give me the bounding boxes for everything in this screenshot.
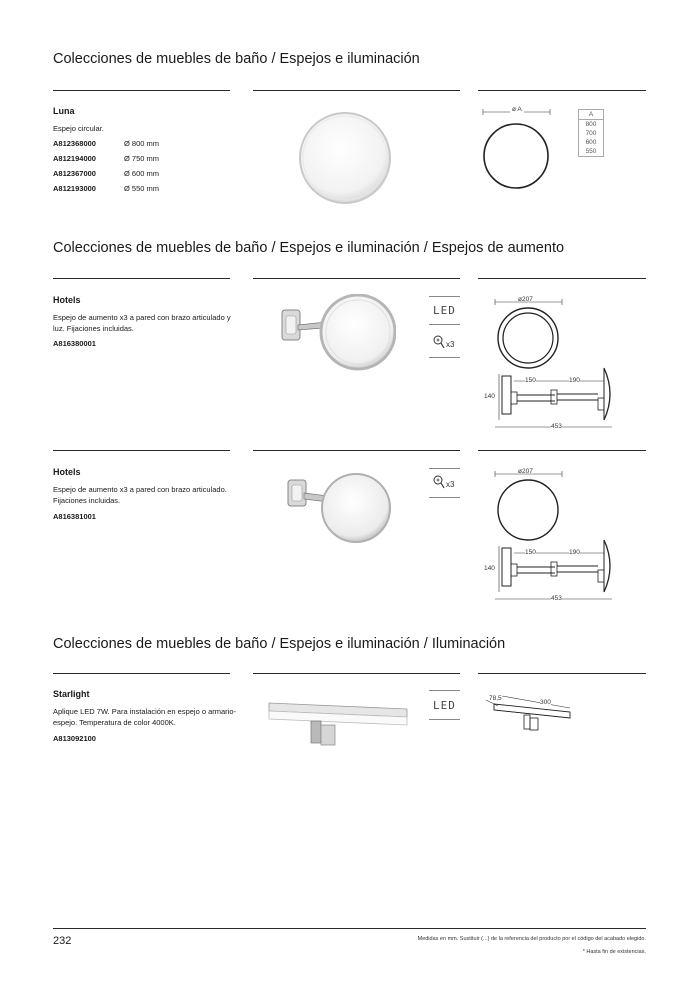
luna-dimension-table	[578, 109, 604, 157]
badge-divider	[429, 324, 460, 325]
table-cell: 700	[585, 130, 597, 137]
product-description-starlight: Aplique LED 7W. Para instalación en espejo o armario-espejo. Temperatura de color 4000K.	[53, 707, 237, 727]
divider	[53, 450, 230, 451]
divider	[478, 278, 646, 279]
reference-size: Ø 550 mm	[124, 184, 160, 193]
product-name-hotels: Hotels	[53, 467, 81, 477]
height-label: 140	[484, 565, 495, 572]
table-cell: 800	[585, 121, 597, 128]
divider	[253, 450, 460, 451]
luna-technical-drawing	[478, 104, 558, 194]
badge-divider	[429, 690, 460, 691]
hotels-technical-drawing	[480, 294, 620, 434]
led-badge: LED	[433, 304, 456, 317]
hotels-technical-drawing	[480, 466, 620, 606]
reference-code: A812368000	[53, 139, 96, 148]
divider	[253, 673, 460, 674]
divider	[53, 90, 230, 91]
diameter-label: ø207	[518, 468, 533, 475]
starlight-lamp-image	[265, 695, 415, 750]
hotels-mirror-image	[278, 466, 396, 548]
dim-label-b: 190	[569, 549, 580, 556]
diameter-label: ø207	[518, 296, 533, 303]
product-description-hotels: Espejo de aumento x3 a pared con brazo articulado. Fijaciones incluidas.	[53, 485, 227, 505]
dim-label-a: 150	[525, 549, 536, 556]
footer-divider	[53, 928, 646, 929]
product-name-starlight: Starlight	[53, 689, 90, 699]
badge-divider	[429, 468, 460, 469]
divider	[478, 450, 646, 451]
luna-mirror-image	[295, 108, 395, 208]
magnifier-icon	[433, 475, 445, 489]
reference-size: Ø 600 mm	[124, 169, 160, 178]
product-description-luna: Espejo circular.	[53, 124, 104, 133]
reference-code: A812193000	[53, 184, 96, 193]
height-label: 140	[484, 393, 495, 400]
magnify-label: x3	[446, 340, 455, 349]
divider	[478, 673, 646, 674]
footer-stock-note: * Hasta fin de existencias.	[582, 949, 646, 955]
led-badge: LED	[433, 699, 456, 712]
divider	[253, 278, 460, 279]
page-number: 232	[53, 935, 72, 947]
reference-code: A816381001	[53, 512, 96, 521]
product-description-hotels: Espejo de aumento x3 a pared con brazo articulado y luz. Fijaciones incluidas.	[53, 313, 231, 333]
reference-size: Ø 800 mm	[124, 139, 160, 148]
product-name-luna: Luna	[53, 106, 75, 116]
section-title-3: Colecciones de muebles de baño / Espejos e iluminación / Iluminación	[53, 636, 506, 652]
reference-code: A812367000	[53, 169, 96, 178]
total-length-label: 453	[551, 423, 562, 430]
total-length-label: 453	[551, 595, 562, 602]
table-cell: 550	[585, 148, 597, 155]
reference-code: A813092100	[53, 734, 96, 743]
divider	[253, 90, 460, 91]
divider	[53, 278, 230, 279]
badge-divider	[429, 497, 460, 498]
divider	[53, 673, 230, 674]
hotels-mirror-image	[278, 294, 396, 376]
badge-divider	[429, 357, 460, 358]
reference-code: A812194000	[53, 154, 96, 163]
magnify-label: x3	[446, 480, 455, 489]
badge-divider	[429, 296, 460, 297]
dim-label-b: 190	[569, 377, 580, 384]
product-name-hotels: Hotels	[53, 295, 81, 305]
divider	[478, 90, 646, 91]
table-header: A	[579, 110, 603, 120]
magnifier-icon	[433, 335, 445, 349]
footer-note: Medidas en mm. Sustituir (...) de la referencia del producto por el código del acabado elegido.	[417, 936, 646, 942]
depth-label: 78,5	[489, 695, 502, 702]
section-title-2: Colecciones de muebles de baño / Espejos e iluminación / Espejos de aumento	[53, 240, 565, 256]
luna-dim-label: ø A	[512, 106, 522, 113]
reference-size: Ø 750 mm	[124, 154, 160, 163]
width-label: 300	[540, 699, 551, 706]
reference-code: A816380001	[53, 339, 96, 348]
dim-label-a: 150	[525, 377, 536, 384]
section-title-1: Colecciones de muebles de baño / Espejos e iluminación	[53, 51, 420, 67]
table-cell: 600	[585, 139, 597, 146]
badge-divider	[429, 719, 460, 720]
